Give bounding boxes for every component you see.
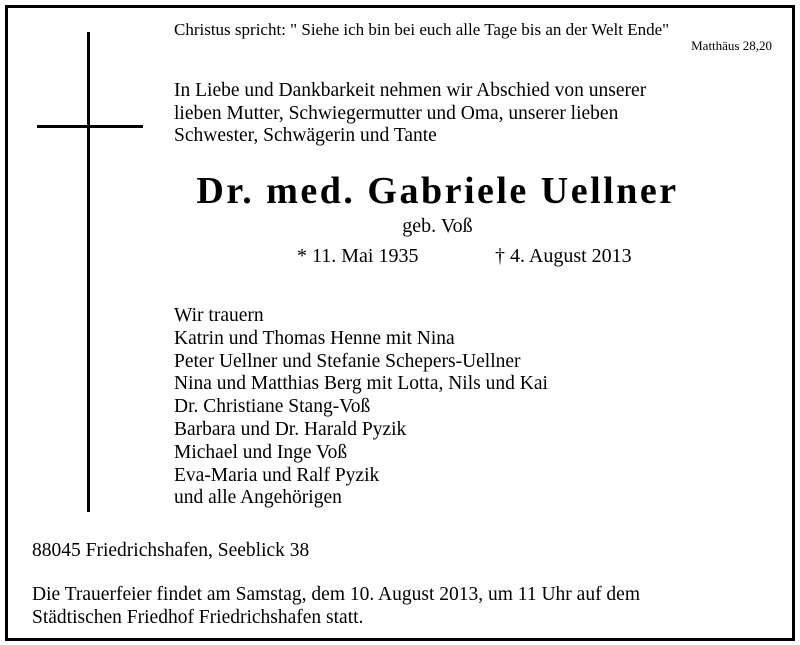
intro-line: In Liebe und Dankbarkeit nehmen wir Abschied von unserer [174,80,647,101]
cross-horizontal-bar [37,125,143,128]
bible-reference: Matthäus 28,20 [691,38,772,53]
address: 88045 Friedrichshafen, Seeblick 38 [32,540,310,561]
mourner-line: Nina und Matthias Berg mit Lotta, Nils und Kai [174,373,548,395]
mourner-line: Michael und Inge Voß [174,441,348,463]
intro-line: lieben Mutter, Schwiegermutter und Oma, unserer lieben [174,102,619,124]
service-line: Die Trauerfeier findet am Samstag, dem 10. August 2013, um 11 Uhr auf dem [32,584,641,605]
birth-date: * 11. Mai 1935 [297,245,419,267]
maiden-name: geb. Voß [402,215,473,237]
mourner-line: Barbara und Dr. Harald Pyzik [174,418,407,440]
mourner-line: Wir trauern [174,305,264,326]
mourner-line: Eva-Maria und Ralf Pyzik [174,464,380,486]
death-date: † 4. August 2013 [495,245,632,267]
mourner-line: Peter Uellner und Stefanie Schepers-Uellner [174,350,521,372]
deceased-name: Dr. med. Gabriele Uellner [196,170,679,212]
service-line: Städtischen Friedhof Friedrichshafen statt. [32,606,364,628]
mourners-list [174,305,548,510]
intro-text [174,80,774,148]
mourner-line: und alle Angehörigen [174,487,342,509]
mourner-line: Dr. Christiane Stang-Voß [174,396,371,418]
mourner-line: Katrin und Thomas Henne mit Nina [174,327,455,349]
intro-line: Schwester, Schwägerin und Tante [174,125,437,146]
service-info [32,584,640,629]
bible-quote: Christus spricht: " Siehe ich bin bei euch alle Tage bis an der Welt Ende" [174,20,670,39]
cross-vertical-bar [87,32,90,512]
